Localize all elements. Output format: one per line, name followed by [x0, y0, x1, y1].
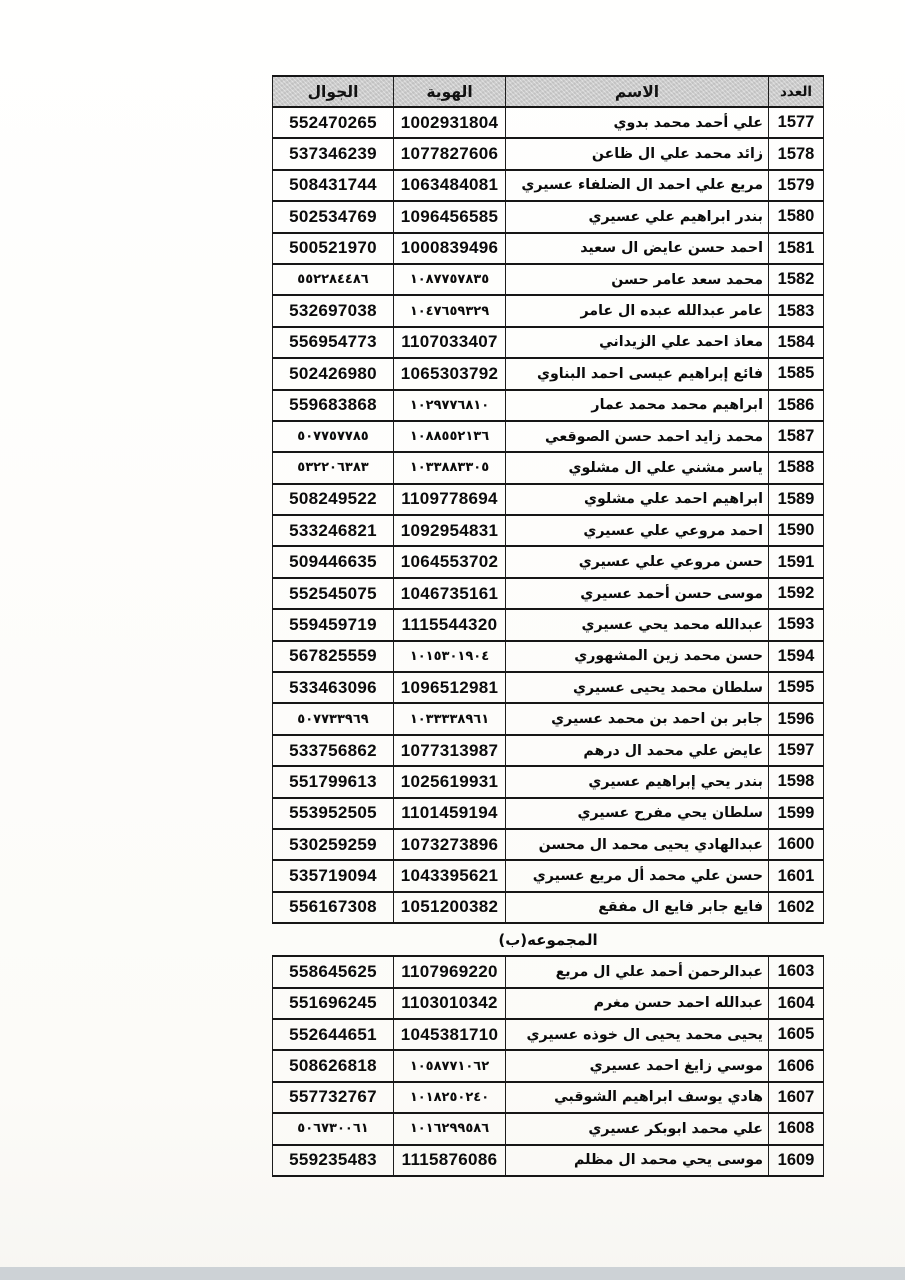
cell-count: 1592 — [769, 578, 824, 609]
cell-mobile: 553952505 — [273, 798, 394, 829]
cell-mobile: 530259259 — [273, 829, 394, 860]
cell-name: فائع إبراهيم عيسى احمد البناوي — [506, 358, 769, 389]
cell-name: علي أحمد محمد بدوي — [506, 107, 769, 138]
cell-id: ١٠٤٧٦٥٩٣٢٩ — [394, 295, 506, 326]
cell-name: عبدالله محمد يحي عسيري — [506, 609, 769, 640]
table-row — [273, 860, 824, 891]
table-row — [273, 609, 824, 640]
table-row — [273, 988, 824, 1019]
cell-id: 1109778694 — [394, 484, 506, 515]
table-row — [273, 390, 824, 421]
cell-count: 1604 — [769, 988, 824, 1019]
cell-name: زائد محمد علي ال ظاعن — [506, 138, 769, 169]
cell-count: 1588 — [769, 452, 824, 483]
cell-name: احمد مروعي علي عسيري — [506, 515, 769, 546]
cell-name: حسن مروعي علي عسيري — [506, 546, 769, 577]
cell-id: 1046735161 — [394, 578, 506, 609]
cell-id: 1045381710 — [394, 1019, 506, 1050]
cell-name: فايع جابر فايع ال مفقع — [506, 892, 769, 923]
table-row — [273, 703, 824, 734]
table-row — [273, 138, 824, 169]
cell-count: 1597 — [769, 735, 824, 766]
cell-mobile: 559683868 — [273, 390, 394, 421]
table-row — [273, 798, 824, 829]
cell-count: 1595 — [769, 672, 824, 703]
cell-id: ١٠٥٨٧٧١٠٦٢ — [394, 1050, 506, 1081]
cell-count: 1577 — [769, 107, 824, 138]
cell-name: عايض علي محمد ال درهم — [506, 735, 769, 766]
header-row — [273, 76, 824, 107]
cell-id: 1063484081 — [394, 170, 506, 201]
cell-mobile: 500521970 — [273, 233, 394, 264]
cell-id: ١٠١٨٢٥٠٢٤٠ — [394, 1082, 506, 1113]
cell-mobile: 552545075 — [273, 578, 394, 609]
cell-count: 1609 — [769, 1145, 824, 1176]
cell-mobile: 556167308 — [273, 892, 394, 923]
cell-count: 1599 — [769, 798, 824, 829]
cell-count: 1600 — [769, 829, 824, 860]
cell-name: ابراهيم محمد محمد عمار — [506, 390, 769, 421]
cell-id: ١٠٢٩٧٧٦٨١٠ — [394, 390, 506, 421]
cell-name: احمد حسن عايض ال سعيد — [506, 233, 769, 264]
cell-mobile: 533463096 — [273, 672, 394, 703]
cell-id: 1115876086 — [394, 1145, 506, 1176]
cell-id: ١٠٣٣٣٣٨٩٦١ — [394, 703, 506, 734]
cell-count: 1605 — [769, 1019, 824, 1050]
cell-count: 1607 — [769, 1082, 824, 1113]
cell-count: 1590 — [769, 515, 824, 546]
table-row — [273, 578, 824, 609]
cell-name: سلطان محمد يحيى عسيري — [506, 672, 769, 703]
header-name: الاسم — [506, 76, 769, 107]
table-row — [273, 358, 824, 389]
cell-mobile: 509446635 — [273, 546, 394, 577]
cell-mobile: 551696245 — [273, 988, 394, 1019]
cell-count: 1594 — [769, 641, 824, 672]
table-row — [273, 1145, 824, 1176]
cell-count: 1589 — [769, 484, 824, 515]
table-row — [273, 107, 824, 138]
group-row — [273, 923, 824, 956]
table-row — [273, 201, 824, 232]
cell-name: ياسر مشني علي ال مشلوي — [506, 452, 769, 483]
cell-id: 1103010342 — [394, 988, 506, 1019]
cell-id: 1115544320 — [394, 609, 506, 640]
table-row — [273, 641, 824, 672]
cell-id: 1051200382 — [394, 892, 506, 923]
cell-count: 1583 — [769, 295, 824, 326]
cell-id: ١٠١٥٣٠١٩٠٤ — [394, 641, 506, 672]
cell-name: موسي زايغ احمد عسيري — [506, 1050, 769, 1081]
cell-name: محمد زايد احمد حسن الصوقعي — [506, 421, 769, 452]
cell-mobile: ٥٥٢٢٨٤٤٨٦ — [273, 264, 394, 295]
header-count: العدد — [769, 76, 824, 107]
cell-name: سلطان يحي مفرح عسيري — [506, 798, 769, 829]
table-row — [273, 515, 824, 546]
cell-id: ١٠٣٣٨٨٣٣٠٥ — [394, 452, 506, 483]
cell-mobile: 535719094 — [273, 860, 394, 891]
cell-id: ١٠٨٧٧٥٧٨٣٥ — [394, 264, 506, 295]
cell-count: 1598 — [769, 766, 824, 797]
table-row — [273, 672, 824, 703]
cell-count: 1591 — [769, 546, 824, 577]
cell-name: يحيى محمد يحيى ال خوذه عسيري — [506, 1019, 769, 1050]
cell-name: علي محمد ابوبكر عسيري — [506, 1113, 769, 1144]
table-row — [273, 452, 824, 483]
cell-mobile: 552644651 — [273, 1019, 394, 1050]
cell-mobile: 552470265 — [273, 107, 394, 138]
cell-name: موسى حسن أحمد عسيري — [506, 578, 769, 609]
table-row — [273, 484, 824, 515]
cell-mobile: 508249522 — [273, 484, 394, 515]
cell-id: 1101459194 — [394, 798, 506, 829]
cell-mobile: 533246821 — [273, 515, 394, 546]
cell-name: معاذ احمد علي الزيداني — [506, 327, 769, 358]
cell-id: 1025619931 — [394, 766, 506, 797]
cell-id: ١٠١٦٢٩٩٥٨٦ — [394, 1113, 506, 1144]
cell-id: 1096512981 — [394, 672, 506, 703]
cell-name: بندر يحي إبراهيم عسيري — [506, 766, 769, 797]
table-row — [273, 233, 824, 264]
cell-count: 1608 — [769, 1113, 824, 1144]
cell-mobile: 559235483 — [273, 1145, 394, 1176]
cell-id: 1092954831 — [394, 515, 506, 546]
table-row — [273, 327, 824, 358]
table-row — [273, 892, 824, 923]
cell-count: 1601 — [769, 860, 824, 891]
cell-count: 1596 — [769, 703, 824, 734]
cell-count: 1593 — [769, 609, 824, 640]
header-mobile: الجوال — [273, 76, 394, 107]
table-row — [273, 766, 824, 797]
cell-mobile: 537346239 — [273, 138, 394, 169]
cell-id: 1065303792 — [394, 358, 506, 389]
table-row — [273, 264, 824, 295]
cell-mobile: 502534769 — [273, 201, 394, 232]
table-row — [273, 1113, 824, 1144]
roster-table — [272, 75, 824, 1177]
cell-name: عبدالله احمد حسن مغرم — [506, 988, 769, 1019]
cell-mobile: 559459719 — [273, 609, 394, 640]
cell-mobile: 502426980 — [273, 358, 394, 389]
cell-count: 1603 — [769, 956, 824, 987]
cell-mobile: 558645625 — [273, 956, 394, 987]
cell-mobile: 567825559 — [273, 641, 394, 672]
cell-name: عبدالرحمن أحمد علي ال مريع — [506, 956, 769, 987]
cell-name: مريع علي احمد ال الضلفاء عسيري — [506, 170, 769, 201]
table-row — [273, 1082, 824, 1113]
cell-count: 1582 — [769, 264, 824, 295]
cell-count: 1586 — [769, 390, 824, 421]
cell-mobile: 508431744 — [273, 170, 394, 201]
cell-id: 1107033407 — [394, 327, 506, 358]
scan-edge-strip — [0, 1267, 905, 1280]
cell-name: عامر عبدالله عبده ال عامر — [506, 295, 769, 326]
cell-name: بندر ابراهيم علي عسيري — [506, 201, 769, 232]
cell-count: 1585 — [769, 358, 824, 389]
cell-id: 1107969220 — [394, 956, 506, 987]
table-row — [273, 546, 824, 577]
cell-id: 1077827606 — [394, 138, 506, 169]
cell-mobile: ٥٠٦٧٣٠٠٦١ — [273, 1113, 394, 1144]
cell-name: حسن علي محمد أل مريع عسيري — [506, 860, 769, 891]
cell-mobile: 557732767 — [273, 1082, 394, 1113]
cell-id: 1043395621 — [394, 860, 506, 891]
table-row — [273, 829, 824, 860]
table-body — [273, 107, 824, 1176]
cell-mobile: 533756862 — [273, 735, 394, 766]
cell-name: عبدالهادي يحيى محمد ال محسن — [506, 829, 769, 860]
cell-count: 1579 — [769, 170, 824, 201]
table-row — [273, 295, 824, 326]
cell-count: 1602 — [769, 892, 824, 923]
cell-mobile: 532697038 — [273, 295, 394, 326]
cell-id: 1002931804 — [394, 107, 506, 138]
cell-id: 1073273896 — [394, 829, 506, 860]
table-row — [273, 956, 824, 987]
cell-mobile: 556954773 — [273, 327, 394, 358]
group-label: المجموعه(ب) — [273, 923, 824, 956]
cell-name: هادي يوسف ابراهيم الشوقبي — [506, 1082, 769, 1113]
table-row — [273, 735, 824, 766]
cell-id: 1000839496 — [394, 233, 506, 264]
cell-id: 1096456585 — [394, 201, 506, 232]
cell-count: 1581 — [769, 233, 824, 264]
cell-name: موسى يحي محمد ال مظلم — [506, 1145, 769, 1176]
cell-id: ١٠٨٨٥٥٢١٣٦ — [394, 421, 506, 452]
cell-mobile: ٥٠٧٧٣٣٩٦٩ — [273, 703, 394, 734]
table-row — [273, 1050, 824, 1081]
cell-count: 1578 — [769, 138, 824, 169]
cell-count: 1587 — [769, 421, 824, 452]
cell-mobile: 551799613 — [273, 766, 394, 797]
cell-name: ابراهيم احمد علي مشلوي — [506, 484, 769, 515]
cell-count: 1606 — [769, 1050, 824, 1081]
cell-name: حسن محمد زين المشهوري — [506, 641, 769, 672]
cell-mobile: ٥٠٧٧٥٧٧٨٥ — [273, 421, 394, 452]
cell-mobile: 508626818 — [273, 1050, 394, 1081]
table-row — [273, 170, 824, 201]
table-row — [273, 421, 824, 452]
header-id: الهوية — [394, 76, 506, 107]
cell-id: 1064553702 — [394, 546, 506, 577]
cell-name: محمد سعد عامر حسن — [506, 264, 769, 295]
cell-count: 1584 — [769, 327, 824, 358]
cell-count: 1580 — [769, 201, 824, 232]
cell-mobile: ٥٣٢٢٠٦٣٨٣ — [273, 452, 394, 483]
cell-id: 1077313987 — [394, 735, 506, 766]
cell-name: جابر بن احمد بن محمد عسيري — [506, 703, 769, 734]
table-row — [273, 1019, 824, 1050]
